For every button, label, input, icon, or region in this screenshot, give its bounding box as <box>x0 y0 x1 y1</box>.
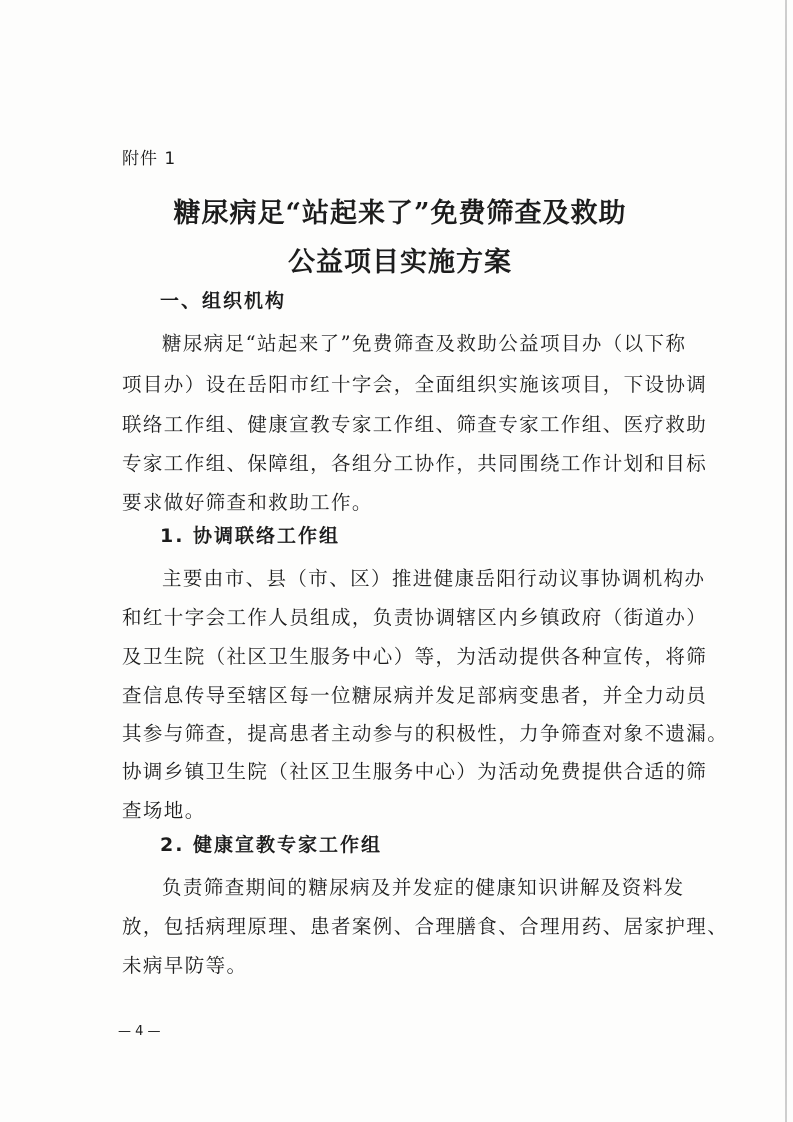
subsection-heading-health-education: 2. 健康宣教专家工作组 <box>160 834 383 856</box>
page-number: — 4 — <box>118 1024 161 1039</box>
document-title-line-2: 公益项目实施方案 <box>288 247 512 278</box>
paragraph-line: 查信息传导至辖区每一位糖尿病并发足部病变患者，并全力动员 <box>122 684 708 707</box>
page-edge-shadow <box>785 0 787 1122</box>
section-heading-organization: 一、组织机构 <box>160 290 287 312</box>
paragraph-line: 联络工作组、健康宣教专家工作组、筛查专家工作组、医疗救助 <box>122 413 708 436</box>
paragraph-line: 未病早防等。 <box>122 954 248 977</box>
paragraph-line: 项目办）设在岳阳市红十字会，全面组织实施该项目，下设协调 <box>122 373 708 396</box>
paragraph-line: 专家工作组、保障组，各组分工协作，共同围绕工作计划和目标 <box>122 452 708 475</box>
paragraph-line: 要求做好筛查和救助工作。 <box>122 491 373 514</box>
paragraph-line: 和红十字会工作人员组成，负责协调辖区内乡镇政府（街道办） <box>122 606 708 629</box>
paragraph-line: 主要由市、县（市、区）推进健康岳阳行动议事协调机构办 <box>162 567 706 590</box>
attachment-label: 附件 1 <box>122 149 177 169</box>
document-title-line-1: 糖尿病足“站起来了”免费筛查及救助 <box>173 198 627 229</box>
paragraph-line: 协调乡镇卫生院（社区卫生服务中心）为活动免费提供合适的筛 <box>122 760 708 783</box>
paragraph-line: 糖尿病足“站起来了”免费筛查及救助公益项目办（以下称 <box>162 332 687 355</box>
paragraph-line: 放，包括病理原理、患者案例、合理膳食、合理用药、居家护理、 <box>122 915 729 938</box>
paragraph-line: 查场地。 <box>122 799 206 822</box>
paragraph-line: 其参与筛查，提高患者主动参与的积极性，力争筛查对象不遗漏。 <box>122 722 729 745</box>
paragraph-line: 及卫生院（社区卫生服务中心）等，为活动提供各种宣传，将筛 <box>122 645 708 668</box>
subsection-heading-coordination: 1. 协调联络工作组 <box>160 525 341 547</box>
paragraph-line: 负责筛查期间的糖尿病及并发症的健康知识讲解及资料发 <box>162 876 685 899</box>
